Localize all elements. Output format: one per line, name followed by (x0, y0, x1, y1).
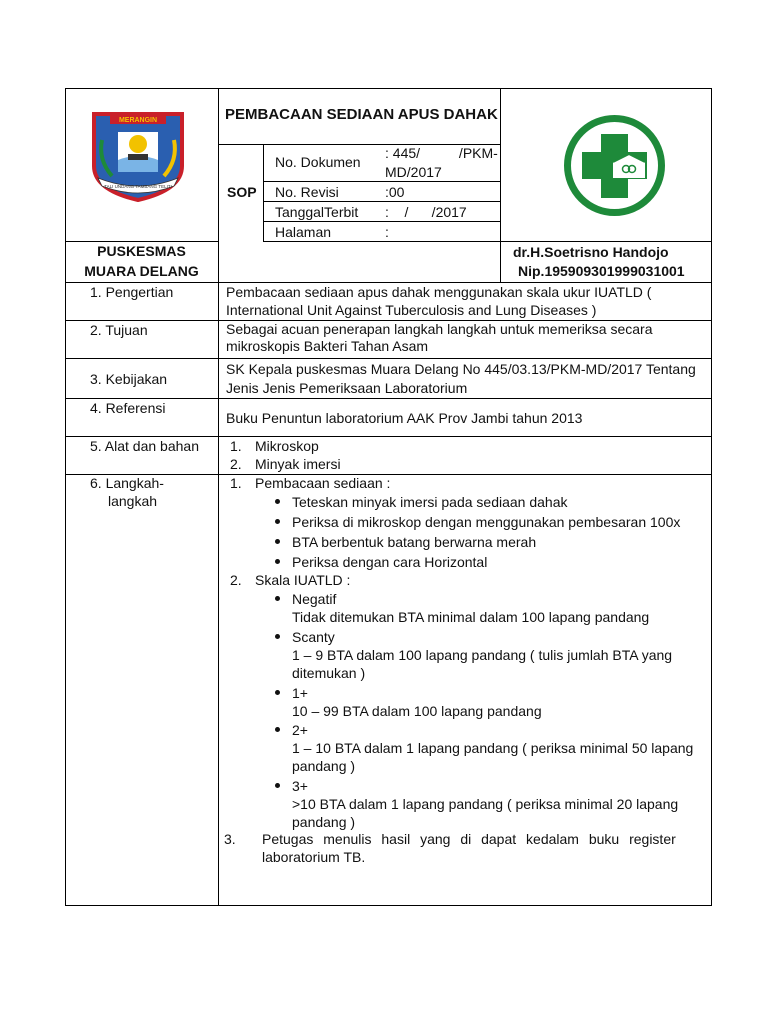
scale-3plus-desc-2: pandang ) (292, 814, 356, 830)
bullet-dot (275, 690, 280, 695)
section-text-4: Buku Penuntun laboratorium AAK Prov Jambi tahun 2013 (226, 410, 583, 426)
step1-bullet-2: Periksa di mikroskop dengan menggunakan pembesaran 100x (292, 514, 681, 530)
bullet-dot (275, 559, 280, 564)
date-label: TanggalTerbit (275, 204, 359, 220)
scale-3plus-name: 3+ (292, 778, 308, 794)
scale-negatif-desc: Tidak ditemukan BTA minimal dalam 100 lapang pandang (292, 609, 650, 625)
scale-3plus-desc-1: >10 BTA dalam 1 lapang pandang ( periksa minimal 20 lapang (292, 796, 679, 812)
scale-2plus-name: 2+ (292, 722, 308, 738)
doc-number-label: No. Dokumen (275, 154, 361, 170)
health-cross-logo (563, 114, 666, 217)
sop-label: SOP (227, 184, 257, 200)
scale-1plus-desc: 10 – 99 BTA dalam 100 lapang pandang (292, 703, 542, 719)
tool-num-2: 2. (230, 456, 242, 472)
head-nip: Nip.195909301999031001 (518, 263, 685, 279)
frame-left (65, 88, 66, 905)
scale-scanty-desc-1: 1 – 9 BTA dalam 100 lapang pandang ( tulis jumlah BTA yang (292, 647, 673, 663)
revision-value: :00 (385, 184, 405, 200)
row-line-2 (263, 201, 500, 202)
col-divider (218, 88, 219, 905)
bullet-dot (275, 727, 280, 732)
section-label-4: 4. Referensi (90, 400, 166, 416)
page-value: : (385, 224, 389, 240)
row-sep-2 (65, 358, 712, 359)
row-line-1 (263, 181, 500, 182)
logo-top-text: MERANGIN (118, 117, 158, 124)
step1-bullet-4: Periksa dengan cara Horizontal (292, 554, 488, 570)
step2-number: 2. (230, 572, 242, 588)
step3-text-2: laboratorium TB. (262, 849, 366, 865)
section-label-2: 2. Tujuan (90, 322, 148, 338)
sop-divider (263, 144, 264, 241)
section-label-3: 3. Kebijakan (90, 371, 168, 387)
section-label-6b: langkah (108, 493, 158, 509)
section-label-1: 1. Pengertian (90, 284, 174, 300)
bullet-dot (275, 499, 280, 504)
section-label-5: 5. Alat dan bahan (90, 438, 199, 454)
section-text-2a: Sebagai acuan penerapan langkah langkah untuk memeriksa secara (226, 321, 653, 337)
scale-scanty-desc-2: ditemukan ) (292, 665, 366, 681)
step2-title: Skala IUATLD : (255, 572, 351, 588)
step1-number: 1. (230, 475, 242, 491)
bullet-dot (275, 596, 280, 601)
frame-right (711, 88, 712, 905)
logo-right-bottom (500, 241, 712, 242)
tool-item-2: Minyak imersi (255, 456, 341, 472)
step1-title: Pembacaan sediaan : (255, 475, 391, 491)
section-text-1b: International Unit Against Tuberculosis and Lung Diseases ) (226, 302, 597, 318)
scale-2plus-desc-1: 1 – 10 BTA dalam 1 lapang pandang ( periksa minimal 50 lapang (292, 740, 694, 756)
head-name: dr.H.Soetrisno Handojo (513, 244, 669, 260)
doc-number-value-2: MD/2017 (385, 164, 442, 180)
frame-bottom (65, 905, 712, 906)
page-label: Halaman (275, 224, 332, 240)
org-name-1: PUSKESMAS (97, 243, 186, 259)
merangin-logo (88, 110, 188, 202)
tool-item-1: Mikroskop (255, 438, 319, 454)
section-text-1a: Pembacaan sediaan apus dahak menggunakan skala ukur IUATLD ( (226, 284, 652, 300)
revision-label: No. Revisi (275, 184, 339, 200)
logo-ribbon-text: TALI UNDANG TAMBANG TELITI (104, 184, 172, 189)
step1-bullet-3: BTA berbentuk batang berwarna merah (292, 534, 537, 550)
bullet-dot (275, 519, 280, 524)
scale-scanty-name: Scanty (292, 629, 335, 645)
section-text-2b: mikroskopis Bakteri Tahan Asam (226, 338, 429, 354)
header-divider-right (500, 88, 501, 282)
row-line-3 (263, 221, 500, 222)
step3-number: 3. (224, 831, 236, 847)
row-line-4 (263, 241, 500, 242)
page-title: PEMBACAAN SEDIAAN APUS DAHAK (225, 106, 498, 123)
step3-text-1: Petugas menulis hasil yang di dapat kedalam buku register (262, 831, 676, 847)
scale-negatif-name: Negatif (292, 591, 337, 607)
tool-num-1: 1. (230, 438, 242, 454)
section-text-3a: SK Kepala puskesmas Muara Delang No 445/03.13/PKM-MD/2017 Tentang (226, 361, 696, 377)
doc-number-value-1: : 445/ /PKM- (385, 145, 498, 161)
step1-bullet-1: Teteskan minyak imersi pada sediaan dahak (292, 494, 568, 510)
section-text-3b: Jenis Jenis Pemeriksaan Laboratorium (226, 380, 468, 396)
bullet-dot (275, 539, 280, 544)
scale-1plus-name: 1+ (292, 685, 308, 701)
bullet-dot (275, 783, 280, 788)
org-name-2: MUARA DELANG (84, 263, 199, 279)
section-label-6a: 6. Langkah- (90, 475, 164, 491)
date-value: : / /2017 (385, 204, 467, 220)
bullet-dot (275, 634, 280, 639)
frame-top (65, 88, 712, 89)
scale-2plus-desc-2: pandang ) (292, 758, 356, 774)
